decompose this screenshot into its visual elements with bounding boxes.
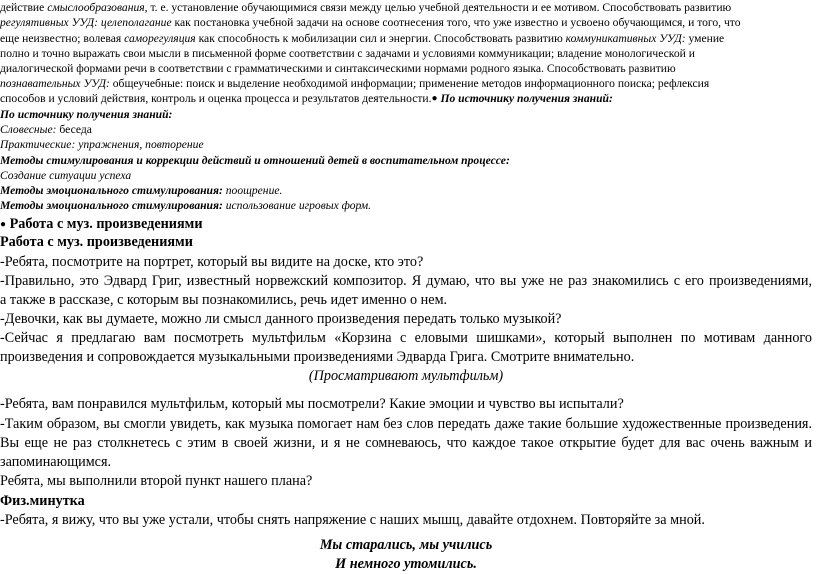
text-run: Методы стимулирования и коррекции действий и отношений детей в воспитательном процессе: [0,154,510,167]
text-run: полно и точно выражать свои мысли в письменной форме соответствии с задачами и условиями коммуникации; владение монологической и [0,47,695,60]
text-run: , т. е. установление обучающимися связи между целью учебной деятельности и ее мотивом. Способствовать развитию [144,1,732,14]
main-text-line [0,492,812,511]
text-run: -Ребята, я вижу, что вы уже устали, чтобы снять напряжение с наших мышц, давайте отдохнем. Повторяйте за мной. [0,512,705,528]
text-run: смыслообразования [47,1,145,14]
main-text-line [0,253,812,272]
main-text-line [0,555,812,574]
main-text-line [0,233,812,252]
text-run: Методы эмоционального стимулирования: [0,199,223,212]
text-run: И немного утомились. [335,556,477,572]
main-text-line [0,310,812,329]
text-run: -Ребята, вам понравился мультфильм, который мы посмотрели? Какие эмоции и чувство вы испытали? [0,396,624,412]
text-run: саморегуляция [124,32,196,45]
small-text-line [0,183,812,198]
small-text-line [0,107,812,122]
main-text-line [0,348,812,367]
text-run: Работа с муз. произведениями [6,216,203,232]
text-run: поощрение. [222,184,283,197]
text-run: Методы эмоционального стимулирования: [0,184,223,197]
text-run: Ребята, мы выполнили второй пункт нашего плана? [0,473,313,489]
bullet-icon: ● [431,93,438,104]
bullet-icon: ● [0,219,7,230]
text-run: По источнику получения знаний: [437,92,613,105]
small-text-line [0,137,812,152]
text-run: -Сейчас я предлагаю вам посмотреть мультфильм «Корзина с еловыми шишками», который выполнен по мотивам данного [0,330,812,346]
main-text-line [0,536,812,555]
small-text-line [0,61,812,76]
small-text-line [0,15,812,30]
small-text-line [0,46,812,61]
text-run: Словесные: [0,123,57,136]
main-text-line [0,395,812,414]
small-text-line [0,122,812,137]
main-text-line [0,272,812,291]
text-run: использование игровых форм. [222,199,372,212]
small-text-line [0,76,812,91]
text-run: Вы еще не раз столкнетесь с этим в своей жизни, и я не сомневаюсь, что каждое такое открытие будет для вас очень важным и [0,435,812,451]
text-run: коммуникативных УУД: [565,32,686,45]
text-run: еще неизвестно; волевая [0,32,125,45]
text-run: как постановка учебной задачи на основе соотнесения того, что уже известно и усвоено обучающимся, и того, что [171,16,741,29]
text-run: умение [685,32,725,45]
text-run: Создание ситуации успеха [0,169,132,182]
text-run: Физ.минутка [0,493,85,509]
small-text-line [0,168,812,183]
text-run: Практические: упражнения, повторение [0,138,204,151]
text-run: действие [0,1,48,14]
text-run: По источнику получения знаний: [0,108,173,121]
small-text-line [0,91,812,106]
text-run: беседа [56,123,92,136]
main-text-line [0,434,812,453]
text-run: а также в рассказе, с которым вы познакомились, речь идет именно о нем. [0,292,448,308]
text-run: общеучебные: поиск и выделение необходимой информации; применение методов информационного поиска; рефлексия [109,77,710,90]
text-run: -Правильно, это Эдвард Григ, известный норвежский композитор. Я думаю, что вы уже не раз знакомились с его произведениями, [0,273,812,289]
main-text-line [0,511,812,530]
text-run: -Таким образом, вы смогли увидеть, как музыка помогает нам без слов передать даже такие большие художественные произведения. [0,416,812,432]
small-text-line [0,153,812,168]
main-text-line [0,291,812,310]
main-text-line [0,453,812,472]
text-run: Работа с муз. произведениями [0,234,193,250]
small-text-line [0,0,812,15]
text-run: произведения и сопровождается музыкальными произведениями Эдварда Грига. Смотрите внимательно. [0,349,635,365]
text-run: -Девочки, как вы думаете, можно ли смысл данного произведения передать только музыкой? [0,311,562,327]
small-text-line [0,31,812,46]
text-run: познавательных УУД: [0,77,110,90]
main-text-line [0,329,812,348]
text-run: запоминающимся. [0,454,112,470]
text-run: регулятивных УУД: целеполагание [0,16,172,29]
text-run: как способность к мобилизации сил и энергии. Способствовать развитию [195,32,566,45]
main-text-line [0,472,812,491]
text-run: диалогической формами речи в соответствии с грамматическими и синтаксическими нормами родного языка. Способствовать развитию [0,62,676,75]
text-run: Мы старались, мы учились [319,537,493,553]
text-run: (Просматривают мультфильм) [308,368,504,384]
text-run: -Ребята, посмотрите на портрет, который вы видите на доске, кто это? [0,254,424,270]
main-text-line [0,415,812,434]
main-text-line [0,215,812,234]
main-text-line [0,367,812,386]
small-text-line [0,198,812,213]
text-run: способов и условий действия, контроль и оценка процесса и результатов деятельности. [0,92,432,105]
